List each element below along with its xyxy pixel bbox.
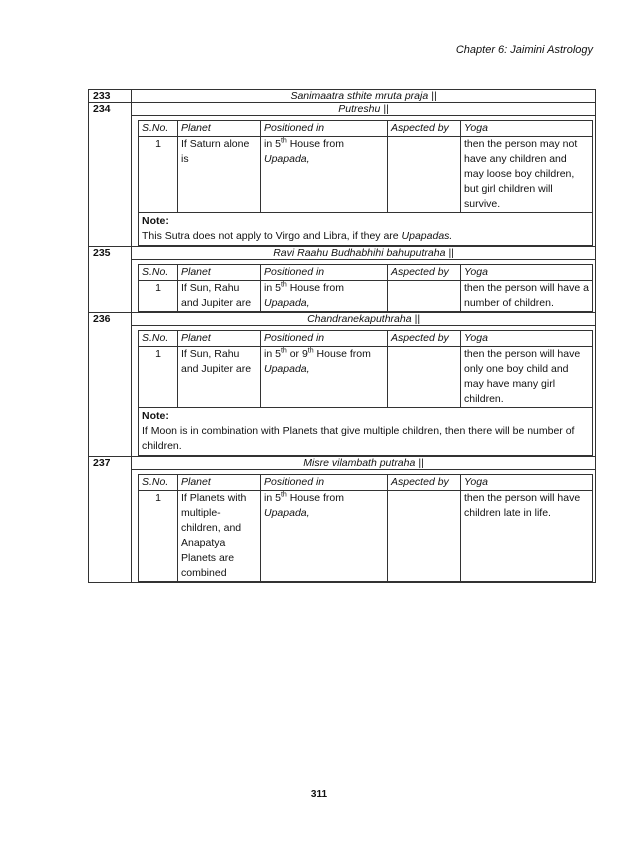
sutra-row xyxy=(89,247,596,260)
col-aspected: Aspected by xyxy=(388,121,461,137)
yoga-row xyxy=(139,347,593,408)
sutra-body xyxy=(132,326,596,457)
yoga-row xyxy=(139,137,593,213)
sutra-title: Misre vilambath putraha || xyxy=(132,457,596,470)
sutra-row xyxy=(89,457,596,470)
cell-positioned: in 5th House from Upapada, xyxy=(261,491,388,582)
sutra-number: 235 xyxy=(89,247,132,313)
sutra-number: 234 xyxy=(89,103,132,247)
sutra-number: 233 xyxy=(89,90,132,103)
note-box xyxy=(138,408,593,456)
col-planet: Planet xyxy=(178,121,261,137)
yoga-header-row xyxy=(139,475,593,491)
sutra-title: Sanimaatra sthite mruta praja || xyxy=(132,90,596,103)
cell-aspected xyxy=(388,137,461,213)
sutra-number: 236 xyxy=(89,313,132,457)
sutra-row xyxy=(89,103,596,116)
sutra-row xyxy=(89,313,596,326)
col-sno: S.No. xyxy=(139,121,178,137)
yoga-row xyxy=(139,281,593,312)
col-planet: Planet xyxy=(178,475,261,491)
col-aspected: Aspected by xyxy=(388,265,461,281)
yoga-header-row xyxy=(139,121,593,137)
sutra-title: Ravi Raahu Budhabhihi bahuputraha || xyxy=(132,247,596,260)
col-positioned: Positioned in xyxy=(261,265,388,281)
sutra-title: Chandranekaputhraha || xyxy=(132,313,596,326)
cell-positioned: in 5th or 9th House from Upapada, xyxy=(261,347,388,408)
cell-planet: If Sun, Rahu and Jupiter are xyxy=(178,281,261,312)
sutra-body xyxy=(132,116,596,247)
col-yoga: Yoga xyxy=(461,121,593,137)
col-yoga: Yoga xyxy=(461,265,593,281)
chapter-header: Chapter 6: Jaimini Astrology xyxy=(455,44,593,56)
yoga-table xyxy=(138,330,593,408)
col-sno: S.No. xyxy=(139,475,178,491)
cell-planet: If Saturn alone is xyxy=(178,137,261,213)
yoga-table xyxy=(138,120,593,213)
cell-aspected xyxy=(388,281,461,312)
cell-yoga: then the person may not have any children and may loose boy children, but girl children will survive. xyxy=(461,137,593,213)
cell-aspected xyxy=(388,491,461,582)
cell-yoga: then the person will have children late in life. xyxy=(461,491,593,582)
yoga-header-row xyxy=(139,331,593,347)
cell-planet: If Sun, Rahu and Jupiter are xyxy=(178,347,261,408)
sutra-row xyxy=(89,90,596,103)
col-sno: S.No. xyxy=(139,265,178,281)
cell-positioned: in 5th House from Upapada, xyxy=(261,137,388,213)
page-number: 311 xyxy=(310,789,328,800)
cell-sno: 1 xyxy=(139,347,178,408)
col-planet: Planet xyxy=(178,265,261,281)
cell-sno: 1 xyxy=(139,491,178,582)
cell-planet: If Planets with multiple- children, and Anapatya Planets are combined xyxy=(178,491,261,582)
yoga-table xyxy=(138,474,593,582)
cell-yoga: then the person will have only one boy child and may have many girl children. xyxy=(461,347,593,408)
col-sno: S.No. xyxy=(139,331,178,347)
col-aspected: Aspected by xyxy=(388,331,461,347)
note-box xyxy=(138,213,593,246)
col-positioned: Positioned in xyxy=(261,121,388,137)
col-aspected: Aspected by xyxy=(388,475,461,491)
cell-sno: 1 xyxy=(139,137,178,213)
note-label: Note: xyxy=(142,410,169,422)
col-planet: Planet xyxy=(178,331,261,347)
col-yoga: Yoga xyxy=(461,331,593,347)
yoga-table xyxy=(138,264,593,312)
col-positioned: Positioned in xyxy=(261,475,388,491)
yoga-header-row xyxy=(139,265,593,281)
sutra-number: 237 xyxy=(89,457,132,583)
sutra-body xyxy=(132,260,596,313)
col-positioned: Positioned in xyxy=(261,331,388,347)
note-label: Note: xyxy=(142,215,169,227)
cell-yoga: then the person will have a number of children. xyxy=(461,281,593,312)
sutra-title: Putreshu || xyxy=(132,103,596,116)
note-text: If Moon is in combination with Planets that give multiple children, then there will be number of children. xyxy=(142,425,575,452)
sutra-body xyxy=(132,470,596,583)
sutra-table xyxy=(88,89,596,583)
cell-aspected xyxy=(388,347,461,408)
cell-positioned: in 5th House from Upapada, xyxy=(261,281,388,312)
yoga-row xyxy=(139,491,593,582)
col-yoga: Yoga xyxy=(461,475,593,491)
cell-sno: 1 xyxy=(139,281,178,312)
note-text: This Sutra does not apply to Virgo and Libra, if they are Upapadas. xyxy=(142,230,453,242)
